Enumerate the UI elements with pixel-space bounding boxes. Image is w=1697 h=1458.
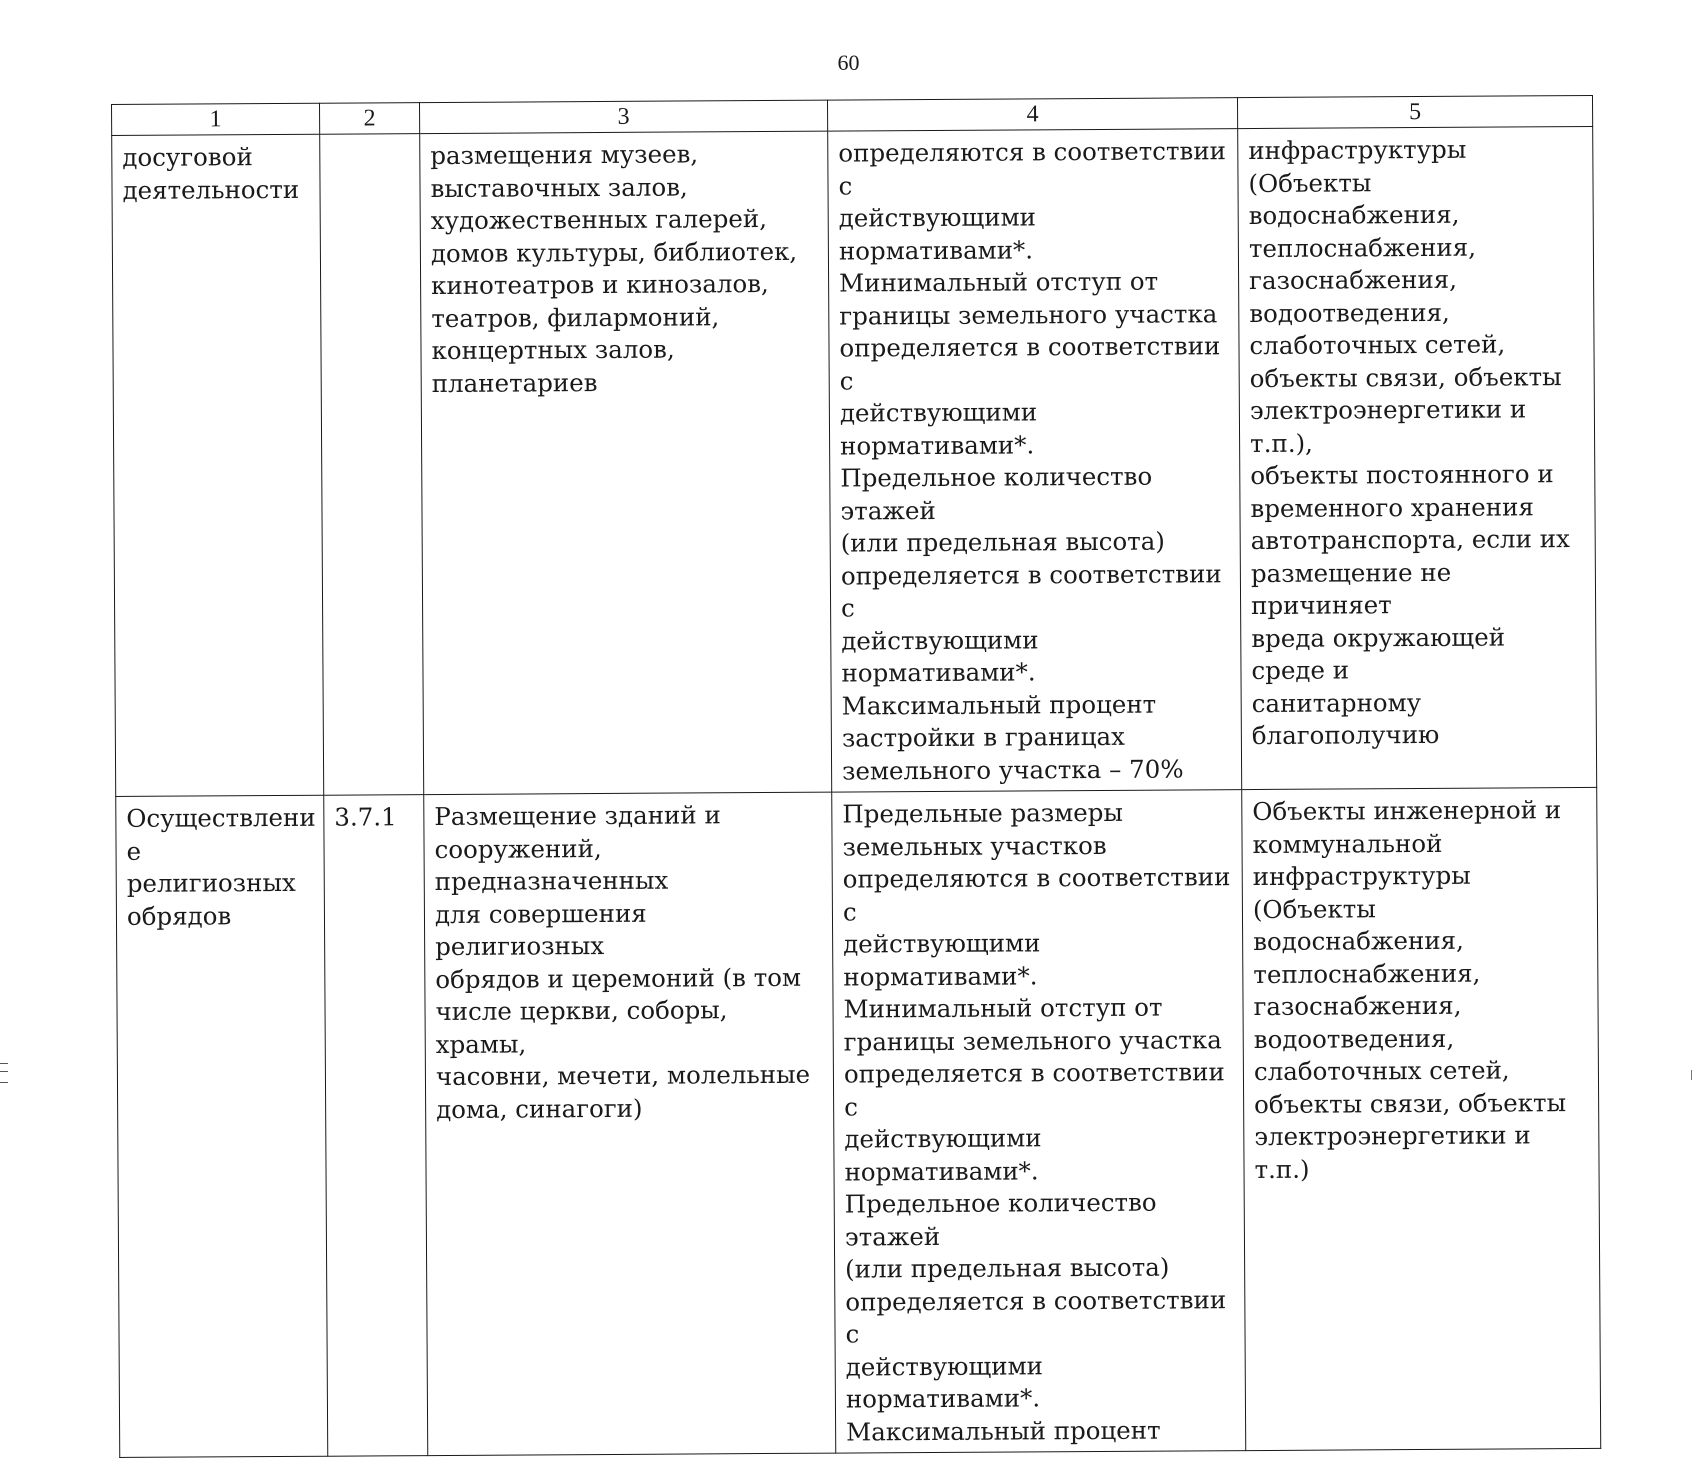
- use-type-code-cell: 3.7.1: [324, 795, 428, 1457]
- table-row: [116, 787, 1601, 1457]
- table-row: [112, 126, 1597, 796]
- land-use-table: [111, 95, 1601, 1458]
- page-number: 60: [837, 50, 860, 75]
- use-type-name-cell: досуговой деятельности: [112, 134, 324, 796]
- use-type-description-cell: Размещение зданий и сооружений, предназначенных для совершения религиозных обрядов и церемоний (в том числе церкви, соборы, храмы, часовни, мечети, молельные дома, синагоги): [424, 792, 836, 1455]
- column-header-1: 1: [112, 103, 320, 135]
- scan-edge-mark-left: [0, 1063, 8, 1083]
- column-header-2: 2: [319, 103, 419, 135]
- parameters-cell: определяются в соответствии с действующими нормативами*. Минимальный отступ от границы земельного участка определяется в соответствии с действующими нормативами*. Предельное количество этажей (или предельная высота) определяется в соответствии с действующими нормативами*. Максимальный процент застройки в границах земельного участка – 70%: [828, 129, 1242, 792]
- scan-edge-mark-right: [1691, 1070, 1695, 1080]
- use-type-code-cell: [320, 134, 424, 796]
- column-header-3: 3: [419, 100, 827, 133]
- auxiliary-uses-cell: Объекты инженерной и коммунальной инфраструктуры (Объекты водоснабжения, теплоснабжения, газоснабжения, водоотведения, слаботочных сетей, объекты связи, объекты электроэнергетики и т.п.): [1242, 787, 1601, 1450]
- auxiliary-uses-cell: инфраструктуры (Объекты водоснабжения, теплоснабжения, газоснабжения, водоотведения, слаботочных сетей, объекты связи, объекты электроэнергетики и т.п.), объекты постоянного и временного хранения автотранспорта, если их размещение не причиняет вреда окружающей среде и санитарному благополучию: [1238, 126, 1597, 789]
- parameters-cell: Предельные размеры земельных участков определяются в соответствии с действующими нормативами*. Минимальный отступ от границы земельного участка определяется в соответствии с действующими нормативами*. Предельное количество этажей (или предельная высота) определяется в соответствии с действующими нормативами*. Максимальный процент: [832, 790, 1246, 1453]
- column-header-4: 4: [827, 98, 1237, 132]
- use-type-name-cell: Осуществлени е религиозных обрядов: [116, 795, 328, 1457]
- column-header-5: 5: [1237, 95, 1592, 128]
- use-type-description-cell: размещения музеев, выставочных залов, художественных галерей, домов культуры, библиотек, кинотеатров и кинозалов, театров, филармоний, концертных залов, планетариев: [420, 131, 832, 794]
